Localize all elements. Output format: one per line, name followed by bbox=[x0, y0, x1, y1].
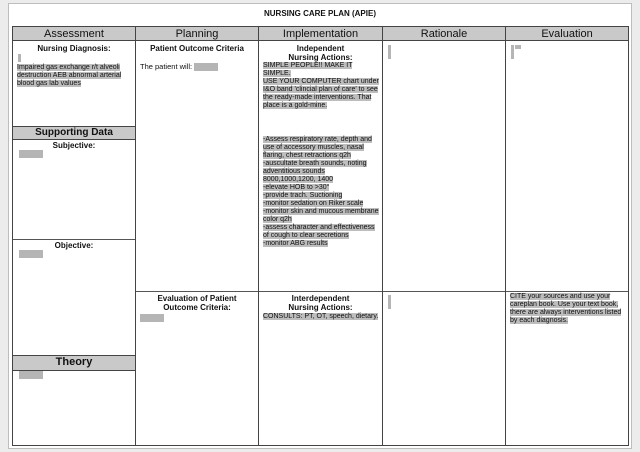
evaluation-criteria-label: Evaluation of Patient Outcome Criteria: bbox=[157, 294, 237, 312]
header-planning: Planning bbox=[136, 27, 259, 41]
header-evaluation: Evaluation bbox=[506, 27, 628, 41]
consults-text[interactable]: CONSULTS: PT, OT, speech, dietary. bbox=[263, 313, 379, 320]
care-plan-page bbox=[8, 3, 632, 449]
simple-instructions-text[interactable]: SIMPLE PEOPLE!! MAKE IT SIMPLE. USE YOUR COMPUTER chart under I&O band 'clincial plan of care' to see the ready-made interventions. That place is a gold-mine. bbox=[263, 62, 379, 109]
outcome-criteria-label: Patient Outcome Criteria bbox=[150, 44, 244, 53]
evaluation-field-marker bbox=[515, 45, 521, 49]
nursing-diagnosis-text[interactable]: Impaired gas exchange r/t alveoli destruction AEB abnormal arterial blood gas lab values bbox=[17, 64, 122, 87]
objective-field[interactable] bbox=[19, 250, 43, 258]
cite-sources-text[interactable]: CITE your sources and use your careplan book. Use your text book, there are always interventions listed by each diagnosis. bbox=[510, 293, 622, 324]
independent-actions-label: Independent Nursing Actions: bbox=[288, 44, 353, 62]
evaluation-criteria-field[interactable] bbox=[140, 314, 164, 322]
theory-field[interactable] bbox=[19, 371, 43, 379]
theory-heading: Theory bbox=[13, 355, 135, 371]
planning-column bbox=[136, 41, 259, 445]
care-plan-table bbox=[12, 26, 629, 446]
header-assessment: Assessment bbox=[13, 27, 136, 41]
rationale-field-2[interactable] bbox=[388, 295, 391, 309]
supporting-data-heading: Supporting Data bbox=[13, 126, 135, 140]
independent-actions-list[interactable]: -Assess respiratory rate, depth and use of accessory muscles, nasal flaring, chest retractions q2h -auscultate breath sounds, noting adventitious sounds 8000,1000,1200, 1400 -elevate HOB to >30° -provide trach. Suctioning -monitor sedation on Riker scale -monitor skin and mucous membrane color q2h -assess character and effectiveness of cough to clear secretions -monitor ABG results bbox=[263, 136, 379, 247]
assessment-column bbox=[13, 41, 136, 445]
evaluation-field[interactable] bbox=[511, 45, 514, 59]
patient-will-label: The patient will: bbox=[140, 63, 218, 71]
objective-label: Objective: bbox=[54, 241, 94, 250]
input-cursor bbox=[18, 54, 21, 62]
rationale-field[interactable] bbox=[388, 45, 391, 59]
nursing-diagnosis-label: Nursing Diagnosis: bbox=[37, 44, 111, 53]
rationale-column bbox=[383, 41, 506, 445]
header-implementation: Implementation bbox=[259, 27, 383, 41]
header-rationale: Rationale bbox=[383, 27, 506, 41]
subjective-field[interactable] bbox=[19, 150, 43, 158]
interdependent-actions-label: Interdependent Nursing Actions: bbox=[288, 294, 353, 312]
implementation-column bbox=[259, 41, 383, 445]
evaluation-column bbox=[506, 41, 628, 445]
page-title: NURSING CARE PLAN (APIE) bbox=[263, 9, 376, 18]
patient-will-field[interactable] bbox=[194, 63, 218, 71]
subjective-label: Subjective: bbox=[52, 141, 96, 150]
